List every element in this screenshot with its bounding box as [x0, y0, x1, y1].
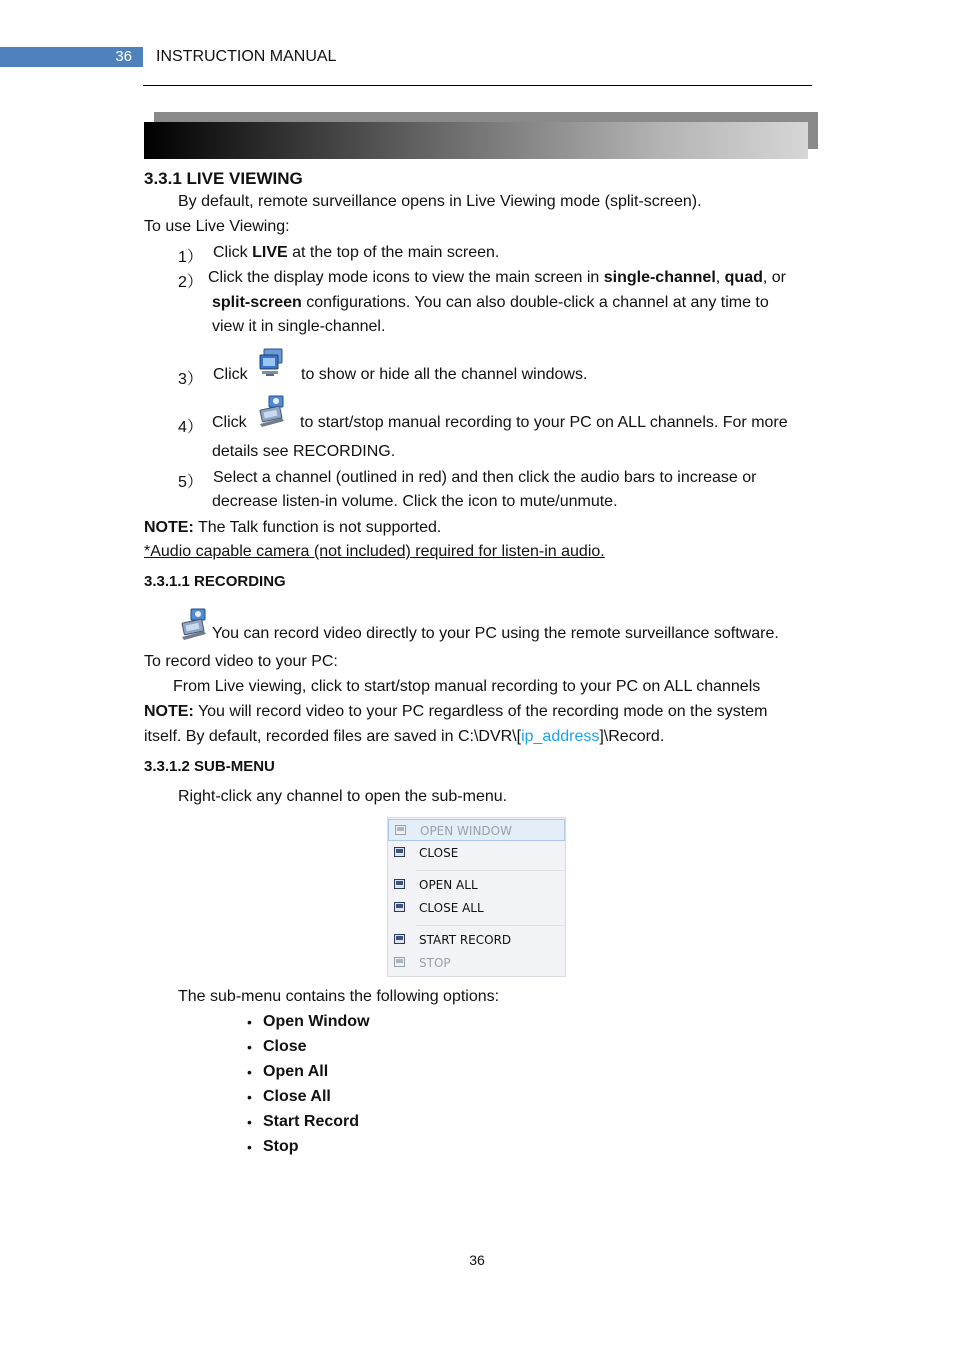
step-2-number: 2）: [178, 274, 203, 291]
record-to-pc-icon: [257, 394, 289, 428]
recording-note: NOTE: You will record video to your PC regardless of the recording mode on the system: [144, 703, 768, 720]
step-2-line-2: split-screen configurations. You can also double-click a channel at any time to: [212, 294, 769, 311]
step-1-number: 1）: [178, 249, 203, 266]
step-4-number: 4）: [178, 419, 203, 436]
talk-note: NOTE: The Talk function is not supported.: [144, 519, 442, 536]
recording-line-3: From Live viewing, click to start/stop manual recording to your PC on ALL channels: [173, 678, 761, 695]
submenu-contains: The sub-menu contains the following options:: [178, 988, 500, 1005]
option-open-window: Open Window: [263, 1013, 370, 1030]
step-4-text: to start/stop manual recording to your PC on ALL channels. For more: [300, 414, 788, 431]
audio-note: *Audio capable camera (not included) required for listen-in audio.: [144, 543, 605, 560]
menu-item-close[interactable]: CLOSE: [388, 842, 565, 864]
bullet-marker: •: [247, 1114, 252, 1130]
step-5-number: 5）: [178, 474, 203, 491]
to-use-label: To use Live Viewing:: [144, 218, 290, 235]
section-banner: [144, 122, 808, 159]
header-page-number: 36: [0, 47, 143, 67]
record-to-pc-icon: [179, 607, 211, 641]
step-4-line-2: details see RECORDING.: [212, 443, 396, 460]
step-5-line-2: decrease listen-in volume. Click the icon to mute/unmute.: [212, 493, 618, 510]
step-1-text: Click LIVE at the top of the main screen.: [213, 244, 500, 261]
window-icon: [394, 879, 405, 889]
menu-separator: [416, 870, 564, 871]
submenu-title: 3.3.1.2 SUB-MENU: [144, 758, 275, 775]
recording-path-line: itself. By default, recorded files are saved in C:\DVR\[ip_address]\Record.: [144, 728, 665, 745]
footer-page-number: 36: [469, 1252, 485, 1268]
section-intro: By default, remote surveillance opens in Live Viewing mode (split-screen).: [178, 193, 702, 210]
bullet-marker: •: [247, 1014, 252, 1030]
window-icon: [394, 847, 405, 857]
submenu-intro: Right-click any channel to open the sub-menu.: [178, 788, 508, 805]
menu-separator: [416, 925, 564, 926]
header-title: INSTRUCTION MANUAL: [156, 48, 337, 65]
menu-item-close-all[interactable]: CLOSE ALL: [388, 897, 565, 919]
step-3-click: Click: [213, 366, 248, 383]
ip-address-link[interactable]: ip_address: [521, 728, 600, 745]
window-icon: [394, 902, 405, 912]
menu-item-open-all[interactable]: OPEN ALL: [388, 874, 565, 896]
bullet-marker: •: [247, 1139, 252, 1155]
step-2-line-1: Click the display mode icons to view the main screen in single-channel, quad, or: [208, 269, 786, 286]
option-close: Close: [263, 1038, 307, 1055]
option-start-record: Start Record: [263, 1113, 360, 1130]
option-open-all: Open All: [263, 1063, 329, 1080]
recording-line-1: You can record video directly to your PC using the remote surveillance software.: [212, 625, 779, 642]
recording-title: 3.3.1.1 RECORDING: [144, 573, 286, 590]
window-icon: [395, 825, 406, 835]
step-3-text: to show or hide all the channel windows.: [301, 366, 588, 383]
window-icon: [394, 934, 405, 944]
step-5-line-1: Select a channel (outlined in red) and then click the audio bars to increase or: [213, 469, 757, 486]
bullet-marker: •: [247, 1089, 252, 1105]
bullet-marker: •: [247, 1064, 252, 1080]
window-icon: [394, 957, 405, 967]
show-hide-windows-icon: [258, 346, 290, 380]
step-4-click: Click: [212, 414, 247, 431]
menu-item-open-window[interactable]: OPEN WINDOW: [388, 819, 565, 841]
option-stop: Stop: [263, 1138, 299, 1155]
step-3-number: 3）: [178, 371, 203, 388]
menu-item-stop[interactable]: STOP: [388, 952, 565, 974]
option-close-all: Close All: [263, 1088, 331, 1105]
section-title: 3.3.1 LIVE VIEWING: [144, 169, 303, 188]
context-menu: [387, 817, 566, 977]
header-divider: [143, 85, 812, 86]
step-2-line-3: view it in single-channel.: [212, 318, 386, 335]
bullet-marker: •: [247, 1039, 252, 1055]
recording-line-2: To record video to your PC:: [144, 653, 338, 670]
menu-item-start-record[interactable]: START RECORD: [388, 929, 565, 951]
